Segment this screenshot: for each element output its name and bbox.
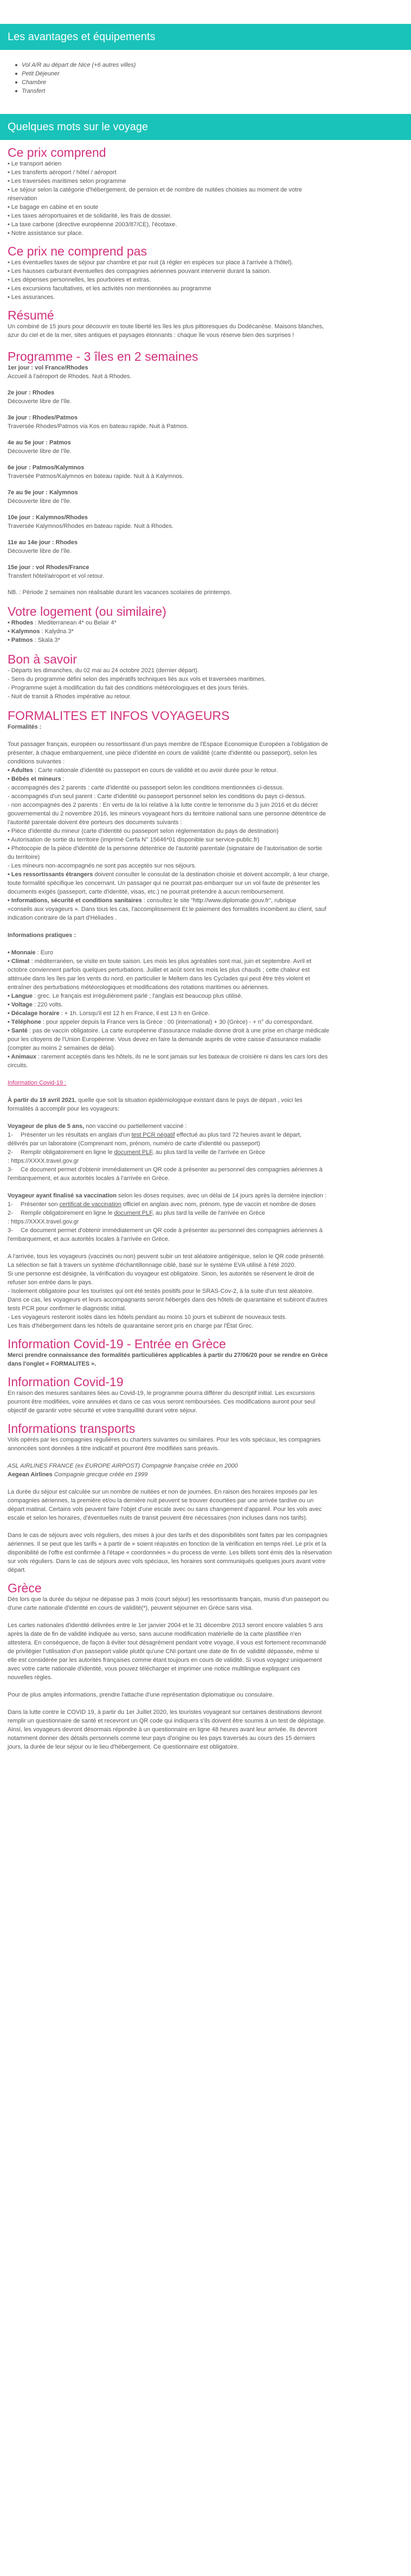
step-link[interactable]: document PLF [114, 1149, 152, 1156]
transport-note: compagnies aériennes, la première et/ou la dernière nuit peuvent se trouver écourtées par une arrivée tardive ou un [8, 1497, 314, 1504]
lodging-item [8, 636, 403, 645]
program-day-text: Découverte libre de l'île. [8, 448, 72, 455]
greece-title: Grèce [8, 1581, 42, 1595]
arrival-line: - Isolement obligatoire pour les touristes qui ont été testés positifs pour le SRAS-Cov-2, à la suite d'un test aléatoire. [8, 1288, 314, 1295]
included-item: • Le transport aérien [8, 161, 62, 167]
covid-step [8, 1131, 403, 1139]
covid-entry-text: dans l'onglet « FORMALITES ». [8, 1361, 97, 1367]
transport-note: aériennes. Il se peut que les tarifs « à partir de » soient réajustés en fonction de la vérification en temps réel. Le prix et la [8, 1541, 326, 1547]
program-day [8, 463, 403, 481]
greece-line: jours, la durée de leur séjour ou le lieu d'hébergement. Ce questionnaire est obligatoire. [8, 1744, 239, 1750]
over5-line [8, 1122, 403, 1131]
step-number: 3- [8, 1227, 13, 1234]
practical-text: : grec. Le français est irrégulièrement parlé ; l'anglais est beaucoup plus utilisé. [33, 993, 243, 999]
practical-title: Informations pratiques : [8, 932, 76, 939]
excluded-item: • Les éventuelles taxes de séjour par chambre et par nuit (à régler en espèces sur place à l'arrivée à l'hôtel). [8, 259, 293, 266]
program-day-title: 10e jour : Kalymnos/Rhodes [8, 514, 88, 521]
minors-line: - non accompagnés des 2 parents : En vertu de la loi relative à la lutte contre le terrorisme du 3 juin 2016 et du décret [8, 802, 318, 808]
program-day [8, 513, 403, 531]
included-item: • Le bagage en cabine et en soute [8, 204, 99, 211]
practical-label: • Monnaie [8, 949, 36, 956]
included-item: • Les transferts aéroport / hôtel / aéroport [8, 169, 117, 176]
advantage-item: Transfert [22, 87, 411, 95]
practical-text: atténuée dans les îles par les vents du nord, en particulier le Meltem dans les Cyclades qui peut être très violent et [8, 975, 310, 982]
covid2-line: En raison des mesures sanitaires liées au Covid-19, le programme pourra différer du descriptif initial. Les excursions [8, 1390, 315, 1397]
lodging-name: • Patmos [8, 637, 33, 643]
practical-item [8, 1053, 403, 1061]
step-text: Ce document permet d'obtenir immédiatement un QR code à présenter au personnel des compagnies aériennes à [21, 1166, 323, 1173]
program-day-text: Traversée Kalymnos/Rhodes en bateau rapide. Nuit à Rhodes. [8, 523, 174, 530]
greece-line: remplir un questionnaire de santé et recevront un QR code qui indiquera s'ils doivent être soumis à un test de dépistage. [8, 1718, 326, 1724]
program-day-title: 7e au 9e jour : Kalymnos [8, 489, 78, 496]
practical-text: circuits. [8, 1062, 28, 1069]
included-item: • Les traversées maritimes selon programme [8, 178, 126, 184]
vacc-line [8, 1191, 403, 1200]
step-text: Remplir obligatoirement en ligne le [21, 1210, 114, 1216]
security-text: indication contraire de la part d'Héliades . [8, 915, 117, 921]
lodging-title: Votre logement (ou similaire) [8, 604, 166, 619]
over5-label: Voyageur de plus de 5 ans, [8, 1123, 85, 1130]
covid-title: Information Covid-19 : [8, 1080, 67, 1086]
program-day [8, 364, 403, 381]
covid-intro-text: formalités à accomplir pour les voyageurs: [8, 1106, 120, 1112]
foreign-line [8, 870, 403, 879]
airline-item [8, 1470, 403, 1479]
lodging-detail: : Skala 3* [33, 637, 60, 643]
step-number: 2- [8, 1210, 13, 1216]
arrival-line: Dans ce cas, les voyageurs et leurs accompagnants seront hébergés dans des hôtels de quarantaine et subiront d'autres [8, 1297, 327, 1303]
step-number: 3- [8, 1166, 13, 1173]
good-to-know-line: - Programme sujet à modification du fait des conditions météorologiques et des jours fériés. [8, 685, 249, 691]
greece-line: attestera. En conséquence, de façon à éviter tout désagrément pendant votre voyage, il vous est fortement recommandé [8, 1640, 326, 1646]
program-day-text: Accueil à l'aéroport de Rhodes. Nuit à Rhodes. [8, 373, 132, 380]
practical-label: • Langue [8, 993, 33, 999]
trip-content [0, 140, 411, 1751]
program-day-title: 4e au 5e jour : Patmos [8, 439, 71, 446]
minors-line: - accompagnés des 2 parents : carte d'identité ou passeport selon les conditions mentionnées ci-dessus. [8, 785, 284, 791]
lodging-item [8, 619, 403, 627]
transports-title: Informations transports [8, 1421, 136, 1436]
excluded-item: • Les hausses carburant éventuelles des compagnies aériennes pouvant intervenir durant la saison. [8, 268, 271, 275]
practical-text: : méditerranéen, se visite en toute saison. Les mois les plus agréables sont mai, juin et septembre. Avril et [29, 958, 312, 965]
greece-line: de privilégier l'utilisation d'un passeport valide plutôt qu'une CNI portant une date de fin de validité dépassée, même si [8, 1648, 319, 1655]
vacc-label: Voyageur ayant finalisé sa vaccination [8, 1193, 117, 1199]
practical-label: • Santé [8, 1028, 28, 1034]
greece-line: avec votre carte nationale d'identité, vous pouvez télécharger et imprimer une notice multilingue expliquant ces [8, 1666, 300, 1672]
lodging-name: • Kalymnos [8, 628, 40, 635]
security-text: «conseils aux voyageurs ». Dans tous les cas, l'accomplissement Et le paiement des formalités incombent au client, sauf [8, 906, 326, 913]
summary-line: Un combiné de 15 jours pour découvrir en toute liberté les îles les plus pittoresques du Dodécanèse. Maisons blanches, [8, 323, 324, 330]
covid-step [8, 1200, 403, 1209]
excluded-item: • Les dépenses personnelles, les pourboires et extras. [8, 277, 151, 283]
program-day-text: Traversée Rhodes/Patmos via Kos en bateau rapide. Nuit à Patmos. [8, 423, 189, 430]
covid2-title: Information Covid-19 [8, 1375, 124, 1389]
step-text: l'embarquement, et aux autorités locales à l'arrivée en Grèce. [8, 1236, 170, 1242]
step-text: officiel en anglais avec nom, prénom, type de vaccin et nombre de doses [121, 1201, 316, 1208]
practical-text: (compter au moins 2 semaines de délai). [8, 1045, 115, 1051]
program-day-title: 2e jour : Rhodes [8, 390, 55, 396]
step-text: Présenter son [21, 1201, 60, 1208]
program-day-text: Découverte libre de l'île. [8, 498, 72, 505]
included-item: réservation [8, 195, 37, 202]
formalities-title: FORMALITES ET INFOS VOYAGEURS [8, 709, 230, 723]
arrival-line: refuser son entrée dans le pays. [8, 1279, 93, 1286]
transport-note: Dans le cas de séjours avec vols réguliers, des mises à jour des tarifs et des disponibilités sont faites par les compagnies [8, 1532, 328, 1539]
program-day [8, 388, 403, 406]
arrival-line: A l'arrivée, tous les voyageurs (vaccinés ou non) peuvent subir un test aléatoire antigénique, selon le QR code présenté. [8, 1253, 325, 1260]
step-number: 1- [8, 1201, 13, 1208]
minors-line: l'autorité parentale doivent être porteurs des documents suivants : [8, 819, 182, 826]
greece-line: après la date de fin de validité indiquée au verso, sans aucune modification matérielle de la carte plastifiée n'en [8, 1631, 301, 1637]
greece-line: Dès lors que la durée du séjour ne dépasse pas 3 mois (court séjour) les ressortissants français, munis d'un passeport ou [8, 1596, 329, 1603]
step-text: l'embarquement, et aux autorités locales à l'arrivée en Grèce. [8, 1175, 170, 1182]
babies-text: : [61, 776, 65, 782]
practical-text: pour les citoyens de l'Union Européenne. Vous devez en faire la demande auprès de votre caisse d'assurance maladie [8, 1036, 321, 1043]
excluded-item: • Les excursions facultatives, et les activités non mentionnées au programme [8, 285, 211, 292]
included-title: Ce prix comprend [8, 145, 106, 160]
transport-note: escale et selon les horaires, d'éventuelles nuits de transit peuvent être nécessaires (non incluses dans nos tarifs). [8, 1515, 308, 1521]
summary-title: Résumé [8, 308, 54, 322]
transport-note: La durée du séjour est calculée sur un nombre de nuitées et non de journées. En raison des horaires imposés par les [8, 1489, 318, 1495]
practical-label: • Climat [8, 958, 30, 965]
formalities-intro: conditions suivantes : [8, 758, 65, 765]
practical-label: • Animaux [8, 1054, 36, 1060]
covid2-line: pourront être modifiées, voire annulées et dans ce cas vous seront remboursées. Ces modifications auront pour seul [8, 1399, 316, 1405]
practical-item [8, 1026, 403, 1035]
lodging-detail: : Kalydna 3* [40, 628, 74, 635]
covid-entry-title: Information Covid-19 - Entrée en Grèce [8, 1337, 226, 1351]
program-nb: NB. : Période 2 semaines non réalisable durant les vacances scolaires de printemps. [8, 589, 232, 596]
security-text: : consultez le site "http://www.diplomatie.gouv.fr", rubrique [142, 897, 297, 904]
practical-label: • Téléphone [8, 1019, 41, 1025]
step-text: effectué au plus tard 72 heures avant le départ, [175, 1132, 301, 1138]
advantage-item: Petit Déjeuner [22, 69, 411, 78]
program-day [8, 488, 403, 506]
greece-line: elle est considérée par les autorités françaises comme étant toujours en cours de validité. Si vous voyagez uniquement [8, 1657, 322, 1663]
step-text: Remplir obligatoirement en ligne le [21, 1149, 114, 1156]
transport-note: disponibilité de l'offre est confirmée à l'étape « coordonnées » du process de vente. Les billets sont émis dès la réservation [8, 1550, 332, 1556]
minors-line: - accompagnés d'un seul parent : Carte d'identité ou passeport personnel selon les conditions du pays ci-dessus. [8, 793, 306, 800]
advantage-item: Vol A/R au départ de Nice (+6 autres villes) [22, 61, 411, 69]
greece-line: Dans la lutte contre le COVID 19, à partir du 1er Juillet 2020, les touristes voyageant sur certaines destinations devront [8, 1709, 322, 1716]
included-item: • Les taxes aéroportuaires et de solidarité, les frais de dossier. [8, 213, 172, 219]
arrival-line: La sélection se fait à travers un système d'échantillonnage ciblé, basé sur le système EVA utilisé à l'été 2020. [8, 1262, 296, 1268]
airline-text: Compagnie grecque créée en 1999 [52, 1471, 148, 1478]
arrival-line: - Les voyageurs resteront isolés dans les hôtels pendant au moins 10 jours et subiront de nouveaux tests. [8, 1314, 287, 1321]
program-day-title: 3e jour : Rhodes/Patmos [8, 415, 78, 421]
foreign-label: • Les ressortissants étrangers [8, 871, 93, 878]
babies-line [8, 775, 403, 783]
covid-step [8, 1165, 403, 1174]
good-to-know-line: - Départs les dimanches, du 02 mai au 24 octobre 2021 (dernier départ). [8, 667, 199, 674]
practical-label: • Décalage horaire [8, 1010, 60, 1017]
step-text: : https://XXXX.travel.gov.gr [8, 1219, 79, 1225]
step-link[interactable]: test PCR négatif [131, 1132, 175, 1138]
airline-text: (ex EUROPE AIRPOST) Compagnie française créée en 2000 [73, 1463, 238, 1469]
program-day-title: 6e jour : Patmos/Kalymnos [8, 464, 85, 471]
airline-label: Aegean Airlines [8, 1471, 53, 1478]
practical-item [8, 957, 403, 966]
program-day-text: Découverte libre de l'île. [8, 548, 72, 554]
transports-line: Vols opérés par les compagnies régulières ou charters suivantes ou similaires. Pour les vols spéciaux, les compagnies [8, 1437, 321, 1443]
advantages-title: Les avantages et équipements [8, 31, 156, 43]
minors-line: gouvernemental du 2 novembre 2016, les mineurs voyageant hors du territoire national sans une personne détentrice de [8, 811, 326, 817]
included-item: • La taxe carbone (directive européenne 2003/87/CE), l'écotaxe. [8, 221, 177, 228]
covid-step [8, 1209, 403, 1217]
airline-label: ASL AIRLINES FRANCE [8, 1463, 74, 1469]
included-list [8, 160, 403, 238]
formalities-intro: Tout passager français, européen ou ressortissant d'un pays membre de l'Espace Economique Européen a l'obligation de [8, 741, 328, 748]
good-to-know-line: - Nuit de transit à Rhodes impérative au retour. [8, 693, 132, 700]
arrival-line: tests PCR pour confirmer le diagnostic initial. [8, 1305, 126, 1312]
greece-line: Ainsi, les voyageurs devront désormais répondre à un questionnaire en ligne 48 heures avant leur arrivée. Ils devront [8, 1726, 317, 1733]
transport-note: sur vols réguliers. Dans le cas de séjours avec vols spéciaux, les horaires sont communiqués quelques jours avant votre [8, 1558, 326, 1565]
practical-text: : 220 volts. [32, 1002, 63, 1008]
practical-text: : + 1h. Lorsqu'il est 12 h en France, il est 13 h en Grèce. [59, 1010, 210, 1017]
formalities-subtitle: Formalités : [8, 724, 42, 730]
minors-line: - Les mineurs non-accompagnés ne sont pas acceptés sur nos séjours. [8, 863, 196, 869]
security-label: • Informations, sécurité et conditions sanitaires [8, 897, 142, 904]
covid-intro [8, 1096, 403, 1105]
practical-label: • Voltage [8, 1002, 33, 1008]
program-day-text: Découverte libre de l'île. [8, 398, 72, 405]
covid-intro-text: , quelle que soit la situation épidémiologique existant dans le pays de départ , voici les [75, 1097, 303, 1104]
foreign-text: doivent consulter le consulat de la destination choisie et doivent accomplir, à leur charge, [93, 871, 330, 878]
program-day [8, 563, 403, 581]
program-day-title: 15e jour : vol Rhodes/France [8, 564, 89, 571]
program-day-text: Transfert hôtel/aéroport et vol retour. [8, 573, 105, 579]
excluded-title: Ce prix ne comprend pas [8, 244, 147, 258]
covid-date: À partir du 19 avril 2021 [8, 1097, 75, 1104]
trip-header [0, 114, 411, 140]
good-to-know-line: - Sens du programme défini selon des impératifs techniques liés aux vols et traversées maritimes. [8, 676, 266, 683]
program-day-text: Traversée Patmos/Kalymnos en bateau rapide. Nuit à à Kalymnos. [8, 473, 184, 480]
practical-item [8, 1000, 403, 1009]
program-day [8, 438, 403, 456]
lodging-item [8, 627, 403, 636]
step-number: 1- [8, 1132, 13, 1138]
program-day-title: 1er jour : vol France/Rhodes [8, 365, 88, 371]
practical-text: : rarement acceptés dans les hôtels, ils ne le sont jamais sur les bateaux de croisière ni dans les cars lors des [36, 1054, 328, 1060]
practical-item [8, 1009, 403, 1018]
covid-entry-text: Merci prendre connaissance des formalités particulières applicables à partir du 27/06/20 pour se rendre en Grèce [8, 1352, 328, 1359]
transport-note: départ matinal. Certains vols peuvent faire l'objet d'une escale avec ou sans changement d'appareil. Pour les vols avec [8, 1506, 322, 1513]
minors-line: • Pièce d'identité du mineur (carte d'identité ou passeport selon réglementation du pays de destination) [8, 828, 279, 834]
step-text: : https://XXXX.travel.gov.gr [8, 1158, 79, 1164]
good-to-know-title: Bon à savoir [8, 652, 77, 666]
excluded-item: • Les assurances. [8, 294, 55, 301]
practical-item [8, 1018, 403, 1026]
lodging-detail: : Mediterranean 4* ou Belair 4* [33, 620, 117, 626]
practical-text: : pour appeler depuis la France vers la Grèce : 00 (international) + 30 (Grèce) - + n° du correspondant. [41, 1019, 314, 1025]
excluded-list [8, 258, 403, 302]
program-day [8, 538, 403, 556]
babies-label: • Bébés et mineurs [8, 776, 61, 782]
minors-line: • Photocopie de la pièce d'identité de la personne détentrice de l'autorité parentale (signataire de l'autorisation de sortie [8, 845, 323, 852]
foreign-text: toute formalité spécifique les concernant. Un passager qui ne pourrait pas embarquer sur un vol faute de présenter les [8, 880, 320, 887]
advantage-item: Chambre [22, 78, 411, 87]
transport-note: départ. [8, 1567, 27, 1573]
greece-line: Les cartes nationales d'identité délivrées entre le 1er janvier 2004 et le 31 décembre 2013 seront encore valables 5 ans [8, 1622, 323, 1629]
step-link[interactable]: certificat de vaccination [59, 1201, 121, 1208]
step-text: Ce document permet d'obtenir immédiatement un QR code à présenter au personnel des compagnies aériennes à [21, 1227, 323, 1234]
minors-line: • Autorisation de sortie du territoire (imprimé Cerfa N° 15646*01 disponible sur service-public.fr) [8, 837, 260, 843]
step-link[interactable]: document PLF [114, 1210, 152, 1216]
lodging-name: • Rhodes [8, 620, 34, 626]
step-number: 2- [8, 1149, 13, 1156]
practical-text: : pas de vaccin obligatoire. La carte européenne d'assurance maladie donne droit à une prise en charge médicale [27, 1028, 329, 1034]
transports-line: annoncées sont données à titre indicatif et pourront être modifiées sans préavis. [8, 1445, 220, 1452]
adults-label: • Adultes [8, 767, 33, 774]
step-text: délivrés par un laboratoire (Comprenant nom, prénom, numéro de carte d'identité ou passeport) [8, 1140, 260, 1147]
program-title: Programme - 3 îles en 2 semaines [8, 349, 198, 364]
summary-line: azur du ciel et de la mer, sites antiques et paysages étonnants : chaque île vous réserve bien des surprises ! [8, 332, 294, 339]
security-line [8, 896, 403, 905]
airline-item [8, 1462, 403, 1470]
greece-line: nouvelles règles. [8, 1674, 53, 1681]
step-text: , au plus tard la veille de l'arrivée en Grèce [152, 1149, 265, 1156]
greece-line: Pour de plus amples informations, prendre l'attache d'une représentation diplomatique ou consulaire. [8, 1692, 274, 1698]
greece-line: d'une carte nationale d'identité en cours de validité(*), peuvent séjourner en Grèce sans visa. [8, 1605, 253, 1611]
practical-text: entraîner des perturbations météorologiques et modifications des rotations maritimes ou aériennes. [8, 984, 269, 991]
trip-title: Quelques mots sur le voyage [8, 121, 149, 133]
practical-item [8, 992, 403, 1000]
covid2-line: objectif de garantir votre sécurité et votre tranquillité durant votre séjour. [8, 1407, 197, 1414]
over5-text: non vacciné ou partiellement vacciné : [84, 1123, 187, 1130]
formalities-intro: présenter, à chaque embarquement, une pièce d'identité en cours de validité (carte d'identité ou passeport), selon les [8, 750, 317, 756]
adults-line [8, 766, 403, 775]
practical-text: octobre conviennent parfois quelques perturbations. Juillet et août sont les mois les plus chauds ; cette chaleur est [8, 967, 310, 973]
greece-line: notamment donner des détails personnels comme leur pays d'origine ou les pays traversés au cours des 15 derniers [8, 1735, 316, 1742]
covid-step [8, 1148, 403, 1157]
included-item: • Notre assistance sur place. [8, 230, 84, 237]
vacc-text: selon les doses requises, avec un délai de 14 jours après la dernière injection : [116, 1193, 326, 1199]
minors-line: du territoire) [8, 854, 40, 860]
foreign-text: documents exigés (passeport, carte d'identité, visas, etc.) ne pourrait prétendre à aucun remboursement. [8, 889, 285, 895]
adults-text: : Carte nationale d'identité ou passeport en cours de validité et ou avoir durée pour le retour. [33, 767, 278, 774]
advantages-list [0, 61, 411, 95]
advantages-header [0, 24, 411, 50]
step-text: Présenter un les résultats en anglais d'un [21, 1132, 132, 1138]
practical-item [8, 948, 403, 957]
included-item: • Le séjour selon la catégorie d'hébergement, de pension et de nombre de nuitées choisies au moment de votre [8, 187, 302, 193]
covid-step [8, 1226, 403, 1235]
program-day [8, 413, 403, 431]
arrival-line: Si une personne est désignée, la vérification du voyageur est obligatoire. Sinon, les autorités se réservent le droit de [8, 1271, 314, 1277]
step-text: , au plus tard la veille de l'arrivée en Grèce [152, 1210, 265, 1216]
practical-text: : Euro [35, 949, 53, 956]
arrival-line: Les frais d'hébergement dans les hôtels de quarantaine seront pris en charge par l'État Grec. [8, 1323, 254, 1329]
program-day-title: 11e au 14e jour : Rhodes [8, 539, 78, 546]
